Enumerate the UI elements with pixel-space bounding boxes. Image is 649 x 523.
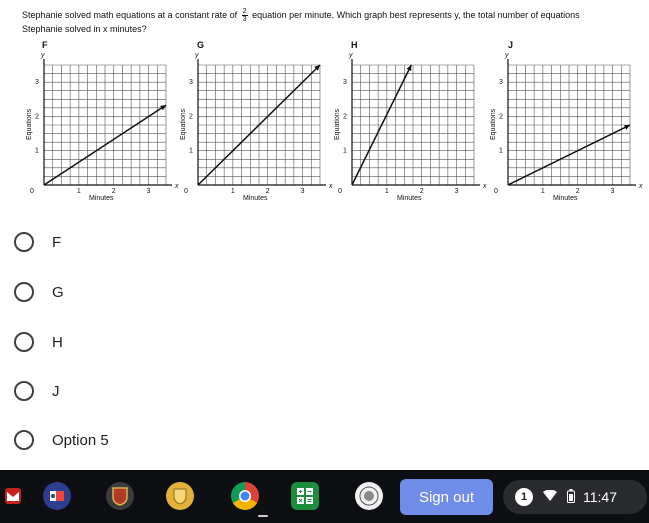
gmail-icon[interactable] xyxy=(5,488,21,504)
notification-count-badge[interactable]: 1 xyxy=(515,488,533,506)
x-axis-variable: x xyxy=(175,183,179,190)
origin-label: 0 xyxy=(338,188,342,195)
question-text-part1: Stephanie solved math equations at a constant rate of xyxy=(22,9,238,20)
y-tick-label: 1 xyxy=(343,147,347,155)
y-axis-variable: y xyxy=(505,52,509,59)
radio-button[interactable] xyxy=(14,282,34,302)
option-h[interactable] xyxy=(14,327,314,357)
calculator-icon[interactable] xyxy=(291,482,319,510)
graph-label-g: G xyxy=(197,40,205,50)
y-tick-label: 1 xyxy=(189,147,193,155)
y-axis-label: Equations xyxy=(334,108,341,140)
graph-j xyxy=(488,52,643,210)
y-tick-label: 3 xyxy=(343,79,347,87)
y-tick-label: 2 xyxy=(35,113,39,121)
radio-button[interactable] xyxy=(14,430,34,450)
x-tick-label: 3 xyxy=(610,188,615,195)
chrome-icon[interactable] xyxy=(231,482,259,510)
fraction-numerator: 2 xyxy=(242,8,247,15)
y-axis-variable: y xyxy=(41,52,45,59)
graph-label-j: J xyxy=(508,40,514,50)
x-tick-label: 2 xyxy=(111,188,116,195)
graph-f xyxy=(24,52,179,210)
option-f[interactable] xyxy=(14,227,314,257)
x-tick-label: 3 xyxy=(454,188,459,195)
x-tick-label: 1 xyxy=(76,188,81,195)
sign-out-button[interactable]: Sign out xyxy=(400,479,493,515)
y-tick-label: 1 xyxy=(35,147,39,155)
y-axis-label: Equations xyxy=(490,108,497,140)
origin-label: 0 xyxy=(494,188,498,195)
y-tick-label: 3 xyxy=(499,79,503,87)
radio-button[interactable] xyxy=(14,332,34,352)
x-axis-variable: x xyxy=(483,183,487,190)
option-label: Option 5 xyxy=(52,431,109,449)
question-image xyxy=(0,0,649,215)
y-tick-label: 2 xyxy=(499,113,503,121)
y-tick-label: 3 xyxy=(35,79,39,87)
battery-icon xyxy=(567,489,575,506)
graph-label-f: F xyxy=(42,40,48,50)
y-tick-label: 2 xyxy=(343,113,347,121)
y-tick-label: 2 xyxy=(189,113,193,121)
rate-fraction xyxy=(242,8,248,23)
active-app-indicator xyxy=(258,515,268,517)
status-tray[interactable] xyxy=(503,480,647,514)
option-label: H xyxy=(52,333,63,351)
chromeos-shelf xyxy=(0,470,649,523)
x-tick-label: 3 xyxy=(146,188,151,195)
x-tick-label: 3 xyxy=(300,188,305,195)
x-axis-label: Minutes xyxy=(243,195,268,202)
x-tick-label: 1 xyxy=(230,188,235,195)
option-5[interactable] xyxy=(14,425,314,455)
y-axis-label: Equations xyxy=(26,108,33,140)
option-label: J xyxy=(52,382,60,400)
gold-app-icon[interactable] xyxy=(166,482,194,510)
x-tick-label: 2 xyxy=(575,188,580,195)
x-axis-label: Minutes xyxy=(397,195,422,202)
x-axis-variable: x xyxy=(329,183,333,190)
y-tick-label: 1 xyxy=(499,147,503,155)
graph-label-h: H xyxy=(351,40,358,50)
school-seal-icon[interactable] xyxy=(355,482,383,510)
y-tick-label: 3 xyxy=(189,79,193,87)
x-tick-label: 2 xyxy=(419,188,424,195)
origin-label: 0 xyxy=(184,188,188,195)
x-tick-label: 2 xyxy=(265,188,270,195)
school-crest-icon[interactable] xyxy=(106,482,134,510)
classlink-icon[interactable] xyxy=(43,482,71,510)
clock: 11:47 xyxy=(583,489,617,505)
x-tick-label: 1 xyxy=(384,188,389,195)
fraction-denominator: 3 xyxy=(242,16,247,23)
x-axis-variable: x xyxy=(639,183,643,190)
option-g[interactable] xyxy=(14,277,314,307)
option-label: F xyxy=(52,233,62,251)
y-axis-variable: y xyxy=(195,52,199,59)
graph-h xyxy=(332,52,487,210)
option-j[interactable] xyxy=(14,376,314,406)
question-text xyxy=(22,8,622,35)
x-tick-label: 1 xyxy=(540,188,545,195)
x-axis-label: Minutes xyxy=(553,195,578,202)
radio-button[interactable] xyxy=(14,232,34,252)
y-axis-variable: y xyxy=(349,52,353,59)
radio-button[interactable] xyxy=(14,381,34,401)
graph-g xyxy=(178,52,333,210)
origin-label: 0 xyxy=(30,188,34,195)
option-label: G xyxy=(52,283,64,301)
x-axis-label: Minutes xyxy=(89,195,114,202)
question-text-part2: equation per minute. Which graph best represents y, the total number of equations Stephanie solved in x minutes? xyxy=(22,9,580,34)
wifi-icon xyxy=(543,490,557,505)
y-axis-label: Equations xyxy=(180,108,187,140)
